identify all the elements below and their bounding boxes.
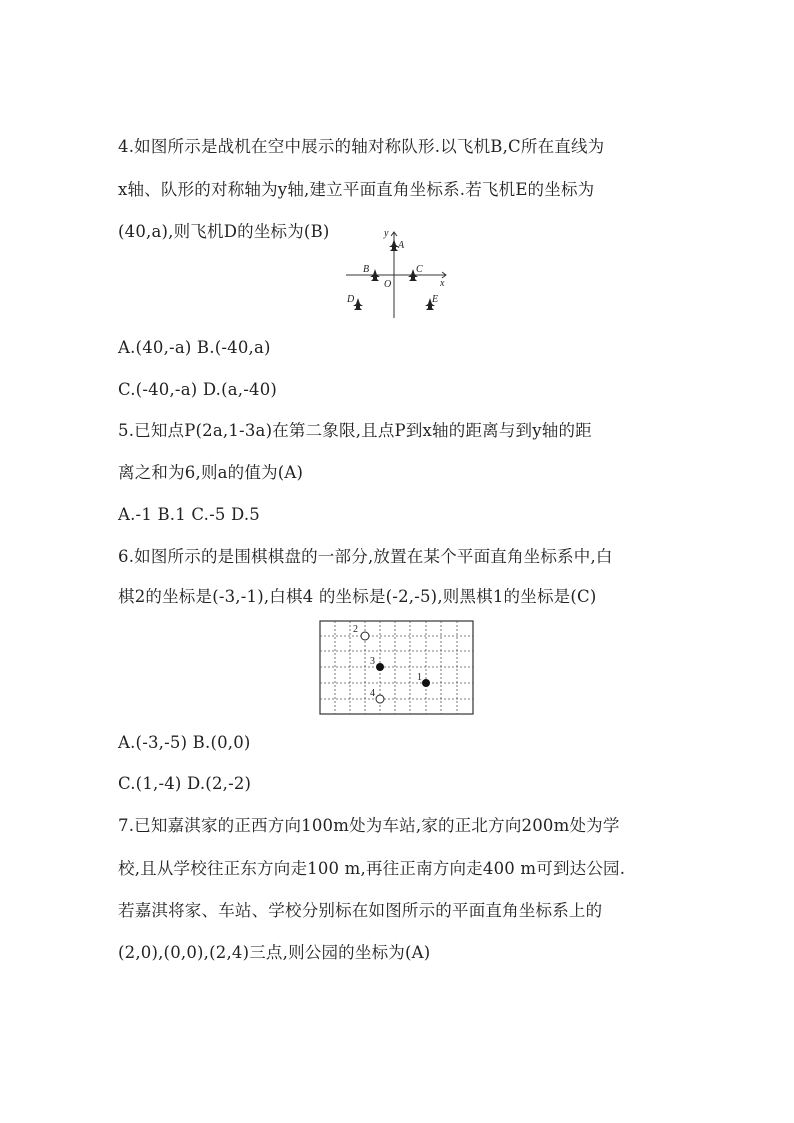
black-stone-3 [376,663,384,671]
q5-line-2: 离之和为6,则a的值为(A) [118,463,304,482]
q7-line-4: (2,0),(0,0),(2,4)三点,则公园的坐标为(A) [118,943,431,962]
q4-coordinate-figure [342,226,452,322]
black-stone-1 [422,679,430,687]
q7-line-2: 校,且从学校往正东方向走100 m,再往正南方向走400 m可到达公园. [118,859,626,878]
q4-line-3: (40,a),则飞机D的坐标为(B) [118,222,330,241]
q4-options-row-2: C.(-40,-a) D.(a,-40) [118,380,278,399]
q4-plane-label-c: C [416,264,423,275]
stone-label-4: 4 [370,688,375,699]
stone-label-1: 1 [417,672,422,683]
q5-options-row-1: A.-1 B.1 C.-5 D.5 [118,505,260,524]
q7-line-1: 7.已知嘉淇家的正西方向100m处为车站,家的正北方向200m处为学 [118,816,620,835]
stone-label-2: 2 [353,624,358,635]
q4-origin-label: O [384,279,392,290]
q6-go-board-figure [319,620,475,716]
stone-label-3: 3 [370,656,375,667]
q6-line-2: 棋2的坐标是(-3,-1),白棋4 的坐标是(-2,-5),则黑棋1的坐标是(C) [118,587,597,606]
q6-options-row-2: C.(1,-4) D.(2,-2) [118,774,252,793]
q4-plane-label-d: D [347,294,355,305]
jet-plane-icon [353,298,363,310]
q6-options-row-1: A.(-3,-5) B.(0,0) [118,733,251,752]
q4-line-1: 4.如图所示是战机在空中展示的轴对称队形.以飞机B,C所在直线为 [118,137,605,156]
q6-board-border [320,621,473,714]
q4-y-axis-label: y [384,228,389,239]
q4-plane-label-b: B [363,264,370,275]
q4-plane-label-e: E [432,294,439,305]
q4-line-2: x轴、队形的对称轴为y轴,建立平面直角坐标系.若飞机E的坐标为 [118,180,595,199]
q4-x-axis-label: x [440,278,445,289]
white-stone-2 [361,632,369,640]
q4-options-row-1: A.(40,-a) B.(-40,a) [118,338,271,357]
q6-line-1: 6.如图所示的是围棋棋盘的一部分,放置在某个平面直角坐标系中,白 [118,547,613,566]
q4-plane-label-a: A [398,240,405,251]
q7-line-3: 若嘉淇将家、车站、学校分别标在如图所示的平面直角坐标系上的 [118,901,603,920]
q5-line-1: 5.已知点P(2a,1-3a)在第二象限,且点P到x轴的距离与到y轴的距 [118,421,592,440]
white-stone-4 [376,695,384,703]
